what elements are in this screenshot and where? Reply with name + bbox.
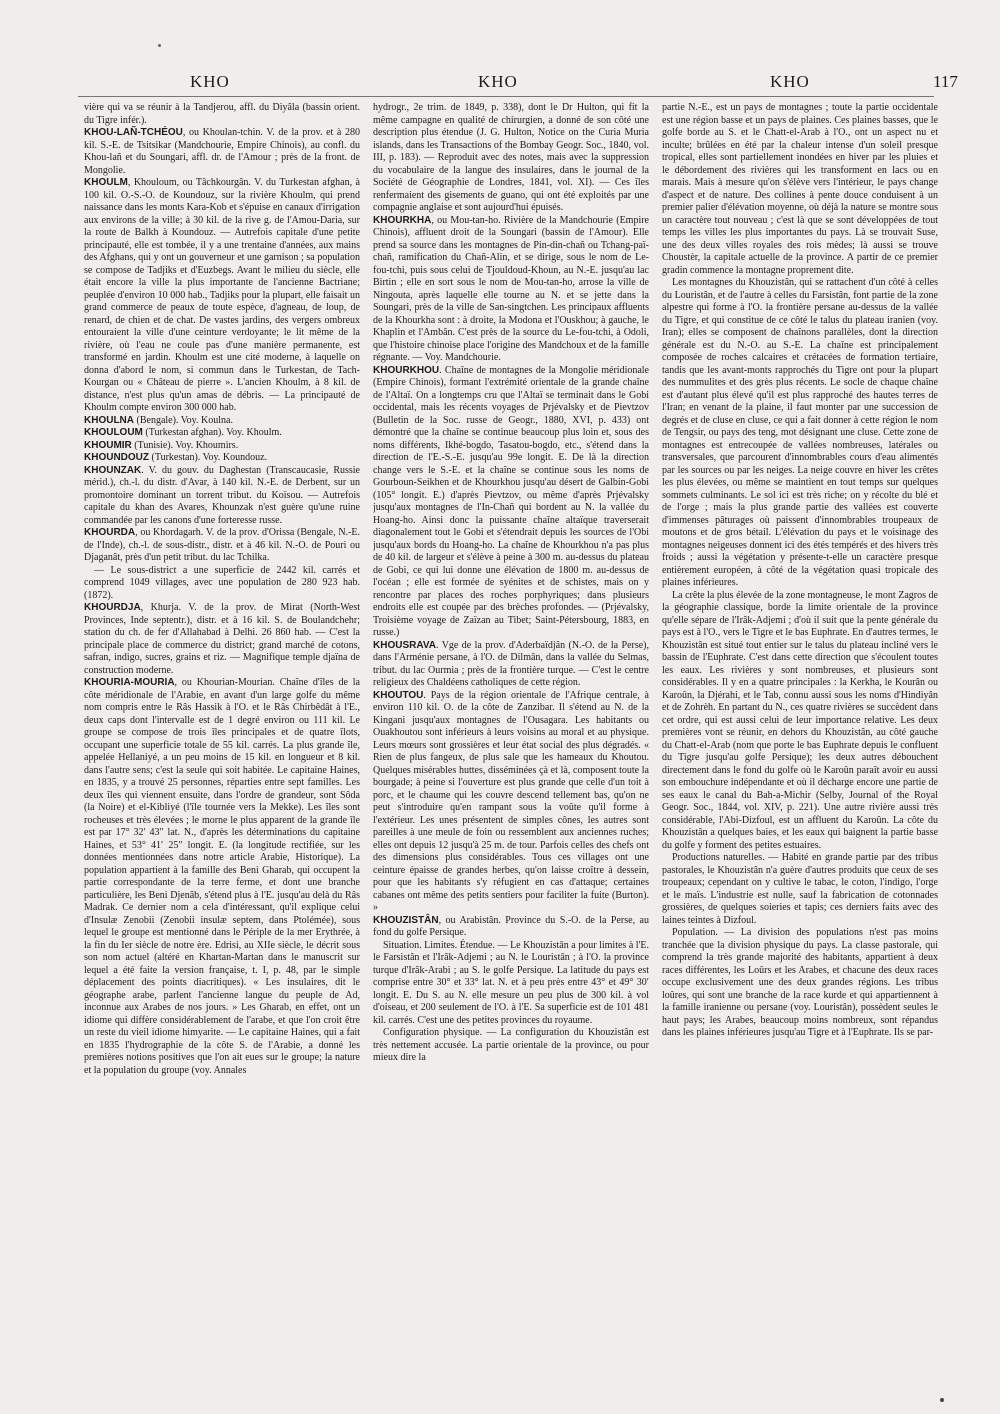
entry-text: La crête la plus élevée de la zone montagneuse, le mont Zagros de la géographie classique, borde la limite orientale de la province qu'elle sépare de l'Irâk-Adjemi ; d'où il suit que la pente générale du pays est à l'O., vers le Tigre et le bas Euphrate. En d'autres termes, le Khouzistân est situé tout entier sur le talus du plateau incliné vers le bassin de l'Euphrate. C'est dans cette direction que s'écoulent toutes les eaux. Les rivières y sont nombreuses, et plusieurs sont considérables. Il y en a quatre principales : la Kerkha, le Kourân ou Karoûn, la Djérahi, et le Tab, connu aussi sous les noms d'Hindiyân et de Zohrèh. En partant du N., ces quatre rivières se succèdent dans cet ordre, qui est aussi celui de leur importance relative. Les deux premières vont se réunir, en dehors du Khouzistân, au côté gauche du Chatt-el-Arab (nom que porte le bas Euphrate depuis le confluent du Tigre jusqu'au golfe Persique); les deux autres débouchent directement dans le fond du golfe où le Karoûn paraît avoir eu aussi son embouchure indépendante et où il décharge encore une partie de ses eaux le canal du Bah-a-Michir (Selby, Journal of the Royal Geogr. Soc., 1844, vol. XIV, p. 221). Une autre rivière aussi très considérable, l'Abi-Dizfoul, est un affluent du Karoûn. La côte du Khouzistân a quelques baies, et les eaux qui baignent la partie basse du golfe y forment des petites estuaires. (662, 589, 938, 851)
running-head-center: KHO (478, 72, 518, 91)
entry-headword: KHOU-LAÑ-TCHÉOU (84, 127, 183, 138)
dictionary-entry (373, 1027, 649, 1065)
entry-text: (Tunisie). Voy. Khoumirs. (131, 439, 239, 451)
text-column-2 (373, 102, 649, 1402)
dictionary-entry (373, 690, 649, 915)
entry-text: , ou Khourian-Mourian. Chaîne d'îles de la côte méridionale de l'Arabie, en avant d'un large golfe du même nom compris entre le Râs Hassik à l'O. et le Râs Chirbêdât à l'E., deux caps dont l'intervalle est de 1 degré environ ou 111 kil. Le groupe se compose de trois îles principales et de quatre îlots, occupant une superficie totale de 55 kil. carrés. La plus grande île, appelée Hellaniyé, a un peu moins de 15 kil. en longueur et 8 kil. dans l'autre sens; c'est la seule qui soit habitée. Le capitaine Haines, en 1835, y a trouvé 25 personnes, réparties entre sept familles. Les deux îles qui viennent ensuite, dans l'ordre de grandeur, sont Sôda (la Noire) et el-Kibliyé (l'île tournée vers la Mekke). Les îles sont rocheuses et très élevées ; le morne le plus apparent de la grande île est par 17° 32′ 43″ lat. N., d'après les déterminations du capitaine Haines, et 53° 41′ 25″ longit. E. (la longitude rectifiée, sur les données mentionnées dans notre article Arabie, Historique). La population appartient à la famille des Beni Gharab, qui occupent la partie correspondante de la terre ferme, et dont une branche particulière, les Beni Djenâb, s'étend plus à l'E. jusqu'au delà du Râs Madrak. Ce dernier nom a cela d'intéressant, qu'il explique celui d'Insulæ Zenobii (Zenobii insulæ septem, dans Ptolémée), sous lequel le groupe est mentionné dans le Périple de la mer Erythrée, à la fin du Ier siècle de notre ère. Edrisi, au XIIe siècle, le décrit sous son nom actuel (altéré en Khartan-Martan dans le manuscrit sur lequel a été faite la version française, t. I, p. 48, par le simple déplacement des points diacritiques). « Les insulaires, dit le géographe arabe, parlent l'ancienne langue du peuple de Ad, inconnue aux Arabes de nos jours. » Les Gharab, en effet, ont un idiome qui diffère considérablement de l'arabe, et que l'on croit être un reste du vieil idiome himyarite. — Le capitaine Haines, qui a fait en 1835 l'hydrographie de la côte S. de l'Arabie, a donné les premières notions positives que l'on ait eues sur le groupe; la nature et la population du groupe (voy. Annales (84, 677, 360, 1076)
entry-headword: KHOULOUM (84, 427, 143, 438)
entry-text: — Le sous-district a une superficie de 2442 kil. carrés et comprend 1049 villages, avec une population de 280 923 hab. (1872). (84, 564, 360, 601)
dictionary-entry (373, 940, 649, 1028)
text-column-1 (84, 102, 360, 1402)
scan-speck (158, 44, 161, 47)
entry-text: hydrogr., 2e trim. de 1849, p. 338), dont le Dr Hulton, qui fit la même campagne en qualité de chirurgien, a donné de son côté une description plus étendue (J. G. Hulton, Notice on the Curia Muria islands, dans les Transactions of the Bombay Geogr. Soc., 1840, vol. III, p. 183). — Reproduit avec des notes, mais avec la suppression du vocabulaire de la langue des insulaires, dans le journal de la Société de Géographie de Londres, 1841, vol. XI). — Ces îles renfermaient des gisements de guano, qui ont été exploités par une compagnie anglaise et sont aujourd'hui épuisés. (373, 102, 649, 213)
dictionary-entry (84, 677, 360, 1077)
entry-text: Population. — La division des populations n'est pas moins tranchée que la division physique du pays. La classe pastorale, qui comprend la très grande majorité des habitants, appartient à deux races différentes, les Loûrs et les Arabes, et chacune des deux races occupe exclusivement une des deux grandes régions. Les tribus loûres, qui sont une branche de la race kurde et qui appartiennent à la famille iranienne ou persane (voy. Louristân), possèdent seules le haut pays; les Arabes, beaucoup moins nombreux, sont répandus dans les plaines inférieures jusqu'au Tigre et à l'Euphrate. Ils se par- (662, 927, 938, 1038)
entry-text: , ou Khordagarh. V. de la prov. d'Orissa (Bengale, N.-E. de l'Inde), ch.-l. de sous-distr., distr. et à 46 kil. N.-O. de Pouri ou Djaganât, près d'un petit tribut. du lac Tchilka. (84, 527, 360, 563)
dictionary-entry (662, 590, 938, 853)
dictionary-entry (662, 277, 938, 590)
entry-text: (Turkestan). Voy. Koundouz. (149, 452, 268, 463)
dictionary-entry (84, 415, 360, 428)
entry-text: (Bengale). Voy. Koulna. (134, 414, 233, 426)
entry-text: . Chaîne de montagnes de la Mongolie méridionale (Empire Chinois), formant l'extrémité orientale de la grande chaîne de l'Altaï. On a longtemps cru que l'Altaï se terminait dans le Gobi occidental, mais les récents voyages de Prjévalsky et de Pievtzov (Bulletin de la Soc. russe de Geogr., 1880, XVI, p. 433) ont démontré que la chaîne se continue beaucoup plus loin et, sous des noms différents, Ikhé-bogdo, Tasatou-bogdo, etc., s'étend dans la direction de l'E.-S.-E. jusqu'au 99e longit. E. De là la direction change vers le S.-E. et la chaîne se continue sous les noms de Gourboun-Seikhen et de Khourkhou jusqu'au désert de Galbin-Gobi (105° longit. E.) d'après Pievtzov, ou même d'après Prjévalsky jusqu'aux montagnes de l'In-Chañ qui bordent au N. la vallée du Hoang-ho. Ainsi donc la puissante chaîne altaïque traverserait diagonalement tout le Gobi et s'étendrait depuis les sources de l'Obi jusqu'aux bords du Hoang-ho. La chaîne de Khourkhou n'a pas plus de 40 kil. de largeur et s'élève à peine à 300 m. au-dessus du plateau de Gobi, ce qui lui donne une élévation de 1800 m. au-dessus de l'océan ; elle est formée de syénites et de schistes, mais on y rencontre par places des roches porphyriques; dans plusieurs endroits elle est coupée par des brèches profondes. — (Prjévalsky, Troisième voyage de Zaïzan au Tibet; Saint-Pétersbourg, 1883, en russe.) (373, 364, 649, 638)
entry-headword: KHOURDJA (84, 602, 141, 613)
dictionary-entry (373, 640, 649, 690)
dictionary-entry (373, 102, 649, 215)
entry-text: , ou Khoulan-tchin. V. de la prov. et à 280 kil. S.-E. de Tsitsikar (Mandchourie, Empire Chinois), au confl. du Khou-lañ et du Soungari, affl. dr. de l'Amour ; près de la front. de Mongolie. (84, 127, 360, 176)
dictionary-entry (84, 427, 360, 440)
dictionary-entry (373, 915, 649, 940)
entry-headword: KHOULM (84, 177, 128, 188)
entry-headword: KHOURDA (84, 527, 136, 538)
entry-headword: KHOUMIR (84, 439, 132, 451)
entry-headword: KHOUTOU (373, 689, 424, 701)
entry-text: . Pays de la région orientale de l'Afrique centrale, à environ 110 kil. O. de la côte de Zanzibar. Il s'étend au N. de la Kingani jusqu'aux montagnes de l'Ousagara. Les habitants ou Ouakhoutou sont inférieurs à leurs voisins au moral et au physique. Leurs mœurs sont grossières et leur état social des plus dégradés. « Rien de plus fangeux, de plus sale que les hameaux du Khoutou. Quelques misérables huttes, disséminées çà et là, composent toute la bourgade; à peine si l'ouverture est plus grande que celle d'un toit à porc, et le chaume qui les couvre descend tellement bas, qu'on ne peut s'introduire qu'en rampant sous la voûte qu'il forme à l'extérieur. Les unes présentent de simples cônes, les autres sont pareilles à une meule de foin ou ressemblent aux anciennes ruches; elles ont depuis 12 jusqu'à 25 m. de tour. Parfois celles des chefs ont des dimensions plus considérables. Tous ces villages ont une ceinture épaisse de grandes herbes, qu'on laisse croître à dessein, pour que les habitants s'y réfugient en cas d'attaque; certaines cabanes ont même des petits sentiers pour faciliter la fuite (Burton). » (373, 689, 649, 913)
entry-text: . Vge de la prov. d'Aderbaïdjân (N.-O. de la Perse), dans l'Arménie persane, à l'O. de Dilmân, dans la vallée du Selmas, tribut. du lac Ourmia ; près de la frontière turque. — C'est le centre religieux des Chaldéens catholiques de cette région. (373, 639, 649, 688)
scan-speck (940, 1398, 944, 1402)
entry-headword: KHOUZISTÂN (373, 914, 439, 926)
entry-headword: KHOURIA-MOURIA (84, 677, 175, 688)
entry-headword: KHOUNDOUZ (84, 452, 149, 463)
entry-text: partie N.-E., est un pays de montagnes ; toute la partie occidentale est une région basse et un pays de plaines. Ces plaines basses, que le golfe borde au S. et le Chatt-el-Arab à l'O., ont un aspect nu et inculte; brûlées en été par la chaleur intense d'un soleil presque tropical, elles sont partiellement inondées en hiver par les pluies et le débordement des rivières qui les transforment en lacs ou en marais. Mais à mesure qu'on s'élève vers l'intérieur, le pays change d'aspect et de nature. Des collines à pente douce conduisent à un premier palier d'élévation moyenne, où déjà la nature se montre sous un caractère tout nouveau ; c'est là que se sont développées de tout temps les villes les plus importantes du pays. Là se trouvait Suse, une des deux villes royales des rois mèdes; là aussi se trouve Choustèr, la capitale actuelle de la province. A partir de ce premier gradin commence la montagne proprement dite. (662, 102, 938, 276)
dictionary-entry (662, 927, 938, 1040)
dictionary-entry (84, 452, 360, 465)
entry-headword: KHOULNA (84, 414, 134, 426)
entry-text: , Khurja. V. de la prov. de Mirat (North-West Provinces, Inde septentr.), distr. et à 16 kil. S. de Boulandchehr; station du ch. de fer d'Allahabad à Delhi. 26 860 hab. — C'est la principale place de commerce du district; grand marché de cotons, safran, indigo, sucres, grains et riz. — Magnifique temple djaïna de construction moderne. (84, 602, 360, 676)
running-header (0, 72, 1000, 96)
text-column-3 (662, 102, 938, 1402)
dictionary-entry (84, 177, 360, 415)
dictionary-entry (84, 102, 360, 127)
entry-text: Situation. Limites. Étendue. — Le Khouzistân a pour limites à l'E. le Farsistân et l'Irâk-Adjemi ; au N. le Louristân ; à l'O. la province turque d'Irâk-Arabi ; au S. le golfe Persique. La latitude du pays est comprise entre 30° et 33° lat. N. et à peu près entre 43° et 49° 30′ longit. E. Du S. au N. elle mesure un peu plus de 300 kil. à vol d'oiseau, et 200 seulement de l'O. à l'E. Sa superficie est de 101 481 kil. carrés. C'est une des petites provinces du royaume. (373, 939, 649, 1026)
entry-text: Les montagnes du Khouzistân, qui se rattachent d'un côté à celles du Louristân, et de l'autre à celles du Farsistân, font partie de la zone alpestre qui forme à l'O. la frontière persane au-dessus de la vallée du Tigre, et qui constitue de ce côté le talus du plateau iranien (voy. Iran); elles se composent de chaînons parallèles, dont la direction générale est du N.-O. au S.-E. La chaîne est principalement composée de roches calcaires et crétacées de formation tertiaire, tandis que les avant-monts rapprochés du Tigre ont pour la plupart des nummulites et des grès plus récents. Le socle de chaque chaîne est d'autant plus élevé qu'il est plus rapproché des hautes terres de l'Iran; en venant de la plaine, il faut monter par une succession de degrés et de cluse en cluse, ce qui a fait donner à cette région le nom de Tengsir, ou pays des teng, mot désignant une cluse. Cette zone de montagnes est entrecoupée de vallées nombreuses, latérales ou transversales, que parcourent d'innombrables cours d'eau alimentés par les sources ou par les neiges. La neige couvre en hiver les crêtes les plus élevées, ou même se maintient en tout temps sur quelques sommets culminants. Le sol ici est très riche; on y récolte du blé et de l'orge ; mais la plus grande partie des vallées est couverte d'immenses pâturages où paissent d'innombrables troupeaux de moutons et de gros bétail. L'élévation du pays et le voisinage des montagnes neigeuses donnent ici des étés tempérés et des hivers très froids ; aussi la végétation y présente-t-elle un caractère presque entièrement européen, à côté de la végétation quasi tropicale des plaines inférieures. (662, 277, 938, 588)
dictionary-entry (84, 440, 360, 453)
dictionary-entry (373, 365, 649, 640)
entry-text: vière qui va se réunir à la Tandjerou, affl. du Diyâla (bassin orient. du Tigre infér.). (84, 102, 360, 126)
dictionary-entry (84, 565, 360, 603)
running-head-left: KHO (190, 72, 230, 91)
entry-text: Configuration physique. — La configuration du Khouzistân est très nettement accusée. La partie orientale de la province, ou pour mieux dire la (373, 1027, 649, 1063)
dictionary-entry (84, 127, 360, 177)
dictionary-entry (373, 215, 649, 365)
entry-text: (Turkestan afghan). Voy. Khoulm. (142, 427, 282, 438)
entry-headword: KHOURKHA (373, 214, 432, 226)
entry-text: , Khouloum, ou Tâchkourgân. V. du Turkestan afghan, à 100 kil. O.-S.-O. de Koundouz, sur la rivière Khoulm, qui prend naissance dans les monts Kara-Kob et s'épuise en canaux d'irrigation aux environs de la ville; à 30 kil. de la rive g. de l'Amou-Daria, sur la route de Balkh à Koundouz. — Autrefois capitale d'une petite principauté, elle est tombée, il y a une trentaine d'années, aux mains des Afghans, qui y ont un gouverneur et une garnison ; sa population se compose de Tadjiks et d'Euzbegs. Avant le milieu du siècle, elle était encore la ville la plus importante de l'ancienne Bactriane; peuplée d'environ 10 000 hab., Tadjiks pour la plupart, elle faisait un grand commerce de peaux de toute espèce, d'agneau, de loup, de renard, de chien et de chat. De vastes jardins, des vergers ombreux entouraient la ville d'une ceinture verdoyante; le lit même de la rivière, où l'eau ne coule pas d'une manière permanente, est transformé en jardin. Khoulm est une cité moderne, à laquelle on donna d'abord le nom, si commun dans le Turkestan, de Tach-Kourgan ou « Château de pierre ». L'ancien Khoulm, à 8 kil. de distance, n'est plus qu'un amas de débris. — La principauté de Khoulm compte environ 300 000 hab. (84, 177, 360, 413)
entry-text: . V. du gouv. du Daghestan (Transcaucasie, Russie mérid.), ch.-l. du distr. d'Avar, à 140 kil. N.-E. de Derbent, sur un promontoire dominant un torrent tribut. du Koïsou. — Autrefois capitale du khan des Avares, Khounzak n'est guère qu'une ruine commandée par les canons d'une forteresse russe. (84, 464, 360, 526)
dictionary-entry (84, 465, 360, 528)
entry-text: Productions naturelles. — Habité en grande partie par des tribus pastorales, le Khouzistân n'a guère d'autres produits que ceux de ses troupeaux; cependant on y cultive le tabac, le coton, l'indigo, l'orge et le maïs. L'industrie est nulle, sauf la fabrication de cotonnades grossières, de quelques soieries et tapis; ces derniers faits avec des laines teintes à Dizfoul. (662, 852, 938, 926)
running-head-right: KHO (770, 72, 810, 91)
dictionary-entry (84, 527, 360, 565)
dictionary-entry (662, 852, 938, 927)
entry-text: , ou Mou-tan-ho. Rivière de la Mandchourie (Empire Chinois), affluent droit de la Soungari (bassin de l'Amour). Elle prend sa source dans les montagnes de Pin-din-chañ ou Tchang-paï-chañ, ramification du Chañ-Alin, et se dirige, sous le nom de Le-fou-tchi, puis sous celui de Tjouldoud-Khoun, au N.-E. jusqu'au lac Birtin ; elle en sort sous le nom de Mou-tan-ho, arrose la ville de Ningouta, après laquelle elle tourne au N. et se jette dans la Soungari, près de la ville de San-singtchen. Les principaux affluents de la Khourkha sont : à droite, la Modona et l'Ouskhou; à gauche, le Khaplin et l'Ambân. C'est près de la source du Le-fou-tchi, à Odoli, que l'histoire chinoise place l'origine des Mandchoux et de la famille régnante. — Voy. Mandchourie. (373, 214, 649, 363)
entry-headword: KHOUSRAVA (373, 639, 436, 651)
entry-text: , ou Arabistân. Province du S.-O. de la Perse, au fond du golfe Persique. (373, 914, 649, 938)
header-rule (78, 96, 934, 97)
page-number: 117 (933, 72, 958, 91)
dictionary-entry (84, 602, 360, 677)
entry-headword: KHOUNZAK (84, 464, 142, 476)
entry-headword: KHOURKHOU (373, 364, 440, 376)
dictionary-entry (662, 102, 938, 277)
